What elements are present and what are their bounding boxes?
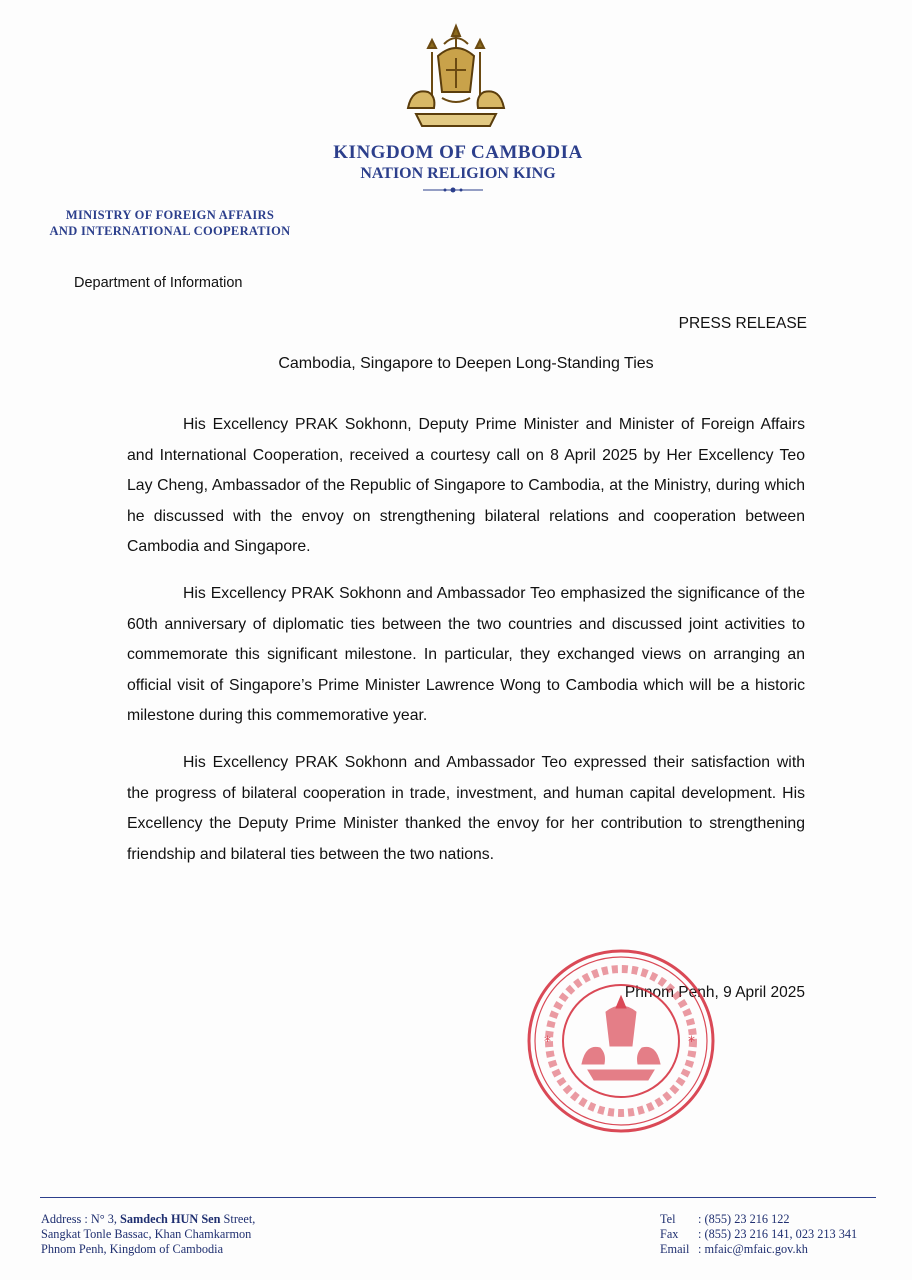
tel-value: : (855) 23 216 122 xyxy=(698,1212,790,1226)
svg-text:*: * xyxy=(544,1034,551,1050)
press-release-body xyxy=(127,410,805,870)
kingdom-title: KINGDOM OF CAMBODIA xyxy=(333,142,583,163)
document-type: PRESS RELEASE xyxy=(678,315,807,332)
royal-coat-of-arms-emblem xyxy=(398,22,514,134)
email-value[interactable]: : mfaic@mfaic.gov.kh xyxy=(698,1242,808,1256)
address-line-3: Phnom Penh, Kingdom of Cambodia xyxy=(41,1242,224,1256)
place-and-date: Phnom Penh, 9 April 2025 xyxy=(624,984,805,1001)
footer-address xyxy=(41,1212,255,1257)
fax-value: : (855) 23 216 141, 023 213 341 xyxy=(698,1227,858,1241)
fax-row xyxy=(660,1227,857,1242)
address-street-suffix: Street, xyxy=(220,1212,256,1226)
address-prefix: Address : N° 3, xyxy=(41,1212,121,1226)
svg-text:*: * xyxy=(688,1034,695,1050)
official-seal-stamp xyxy=(524,946,718,1136)
paragraph-2: His Excellency PRAK Sokhonn and Ambassador Teo emphasized the significance of the 60th anniversary of diplomatic ties between the two countries and discussed joint activities to commemorate this significant milestone. In particular, they exchanged views on arranging an official visit of Singapore’s Prime Minister Lawrence Wong to Cambodia which will be a historic milestone during this commemorative year. xyxy=(127,584,805,725)
ministry-line-2: AND INTERNATIONAL COOPERATION xyxy=(49,224,291,238)
paragraph-3: His Excellency PRAK Sokhonn and Ambassador Teo expressed their satisfaction with the progress of bilateral cooperation in trade, investment, and human capital development. His Excellency the Deputy Prime Minister thanked the envoy for her contribution to strengthening friendship and bilateral ties between the two nations. xyxy=(127,753,805,863)
title-text: Cambodia, Singapore to Deepen Long-Standing Ties xyxy=(278,355,654,372)
paragraph-1: His Excellency PRAK Sokhonn, Deputy Prime Minister and Minister of Foreign Affairs and International Cooperation, received a courtesy call on 8 April 2025 by Her Excellency Teo Lay Cheng, Ambassador of the Republic of Singapore to Cambodia, at the Ministry, during which he discussed with the envoy on strengthening bilateral relations and cooperation between Cambodia and Singapore. xyxy=(127,416,805,556)
tel-label: Tel xyxy=(660,1212,676,1226)
address-street-name: Samdech HUN Sen xyxy=(120,1212,221,1226)
address-line-2: Sangkat Tonle Bassac, Khan Chamkarmon xyxy=(41,1227,252,1241)
ministry-name xyxy=(40,207,300,239)
ministry-line-1: MINISTRY OF FOREIGN AFFAIRS xyxy=(65,208,275,222)
email-row xyxy=(660,1242,857,1257)
nation-motto: NATION RELIGION KING xyxy=(360,165,556,182)
department-label: Department of Information xyxy=(74,275,243,291)
footer-divider xyxy=(40,1197,876,1198)
ornament-divider-icon xyxy=(423,185,483,195)
fax-label: Fax xyxy=(660,1227,679,1241)
footer-contact xyxy=(660,1212,857,1257)
press-release-title xyxy=(0,355,912,373)
kingdom-header xyxy=(300,142,616,183)
tel-row xyxy=(660,1212,857,1227)
address-line-1 xyxy=(41,1212,255,1227)
email-label: Email xyxy=(660,1242,690,1256)
